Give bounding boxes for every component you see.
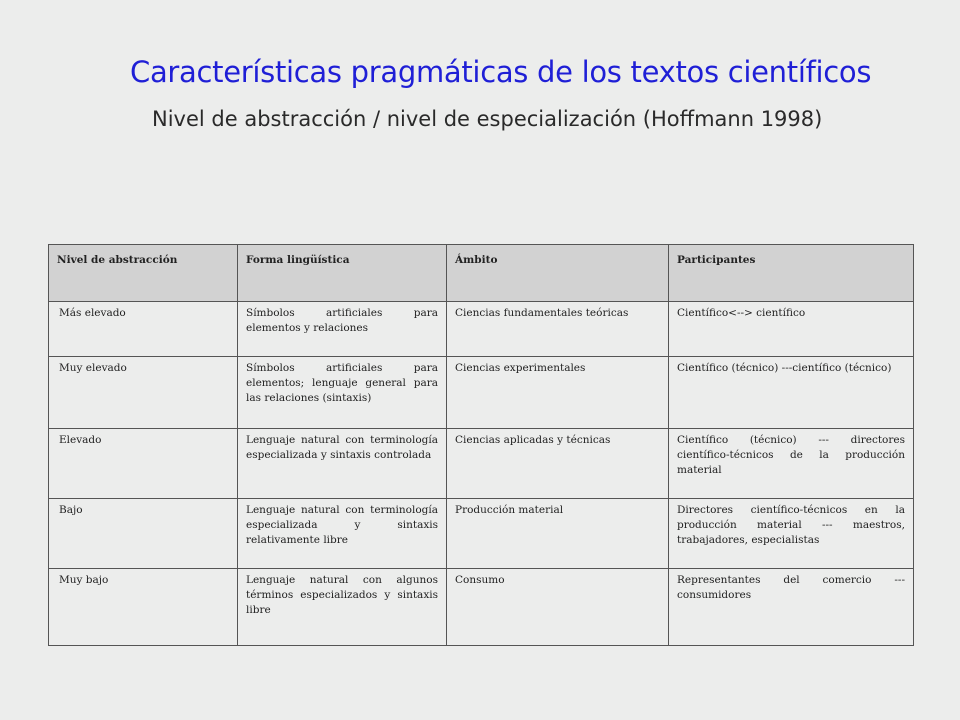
header-nivel-de-abstraccion: Nivel de abstracción	[49, 245, 238, 302]
cell-participantes: Representantes del comercio --- consumidores	[669, 569, 914, 646]
table-row	[49, 569, 914, 646]
table-header	[49, 245, 914, 302]
slide-title: Características pragmáticas de los textos científicos	[130, 55, 872, 89]
cell-ambito: Producción material	[447, 499, 669, 569]
header-row	[49, 245, 914, 302]
header-forma-linguistica: Forma lingüística	[238, 245, 447, 302]
cell-ambito: Ciencias experimentales	[447, 357, 669, 429]
cell-nivel: Más elevado	[49, 302, 238, 357]
cell-forma: Símbolos artificiales para elementos y relaciones	[238, 302, 447, 357]
cell-ambito: Ciencias fundamentales teóricas	[447, 302, 669, 357]
cell-participantes: Científico (técnico) --- directores científico-técnicos de la producción material	[669, 429, 914, 499]
cell-nivel: Muy bajo	[49, 569, 238, 646]
table-row	[49, 302, 914, 357]
cell-participantes: Científico<--> científico	[669, 302, 914, 357]
cell-ambito: Ciencias aplicadas y técnicas	[447, 429, 669, 499]
cell-forma: Lenguaje natural con terminología especializada y sintaxis controlada	[238, 429, 447, 499]
cell-nivel: Elevado	[49, 429, 238, 499]
cell-participantes: Científico (técnico) ---científico (técnico)	[669, 357, 914, 429]
cell-forma: Símbolos artificiales para elementos; lenguaje general para las relaciones (sintaxis)	[238, 357, 447, 429]
header-participantes: Participantes	[669, 245, 914, 302]
table-body	[49, 302, 914, 646]
header-ambito: Ámbito	[447, 245, 669, 302]
cell-participantes: Directores científico-técnicos en la producción material --- maestros, trabajadores, especialistas	[669, 499, 914, 569]
cell-nivel: Muy elevado	[49, 357, 238, 429]
slide-subtitle: Nivel de abstracción / nivel de especialización (Hoffmann 1998)	[152, 107, 823, 131]
cell-ambito: Consumo	[447, 569, 669, 646]
table-row	[49, 499, 914, 569]
abstraction-levels-table	[48, 244, 914, 646]
table-row	[49, 357, 914, 429]
cell-forma: Lenguaje natural con terminología especializada y sintaxis relativamente libre	[238, 499, 447, 569]
cell-nivel: Bajo	[49, 499, 238, 569]
table-row	[49, 429, 914, 499]
cell-forma: Lenguaje natural con algunos términos especializados y sintaxis libre	[238, 569, 447, 646]
